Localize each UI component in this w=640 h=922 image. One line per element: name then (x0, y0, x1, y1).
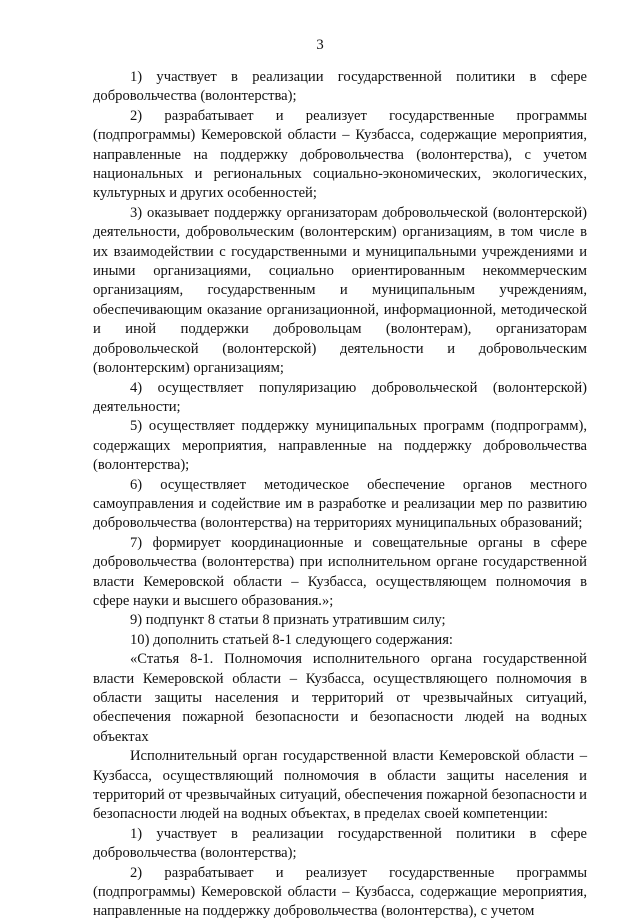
paragraph-item-2-second: 2) разрабатывает и реализует государственные программы (подпрограммы) Кемеровской области – Кузбасса, содержащие мероприятия, направленные на поддержку добровольчества (волонтерства), с учетом (93, 864, 587, 920)
page-number: 3 (316, 37, 324, 53)
paragraph-item-10: 10) дополнить статьей 8-1 следующего содержания: (130, 631, 453, 648)
paragraph-item-9: 9) подпункт 8 статьи 8 признать утратившим силу; (130, 612, 446, 629)
document-body (93, 68, 587, 922)
article-heading: «Статья 8-1. Полномочия исполнительного органа государственной власти Кемеровской области – Кузбасса, осуществляющего полномочия в области защиты населения и территорий от чрезвычайных ситуаций, обеспечения пожарной безопасности и безопасности людей на водных объектах (93, 651, 587, 745)
paragraph-item-1-second: 1) участвует в реализации государственной политики в сфере добровольчества (волонтерства); (93, 825, 587, 862)
paragraph-item-6: 6) осуществляет методическое обеспечение органов местного самоуправления и содействие им в разработке и реализации мер по развитию добровольчества (волонтерства) на территориях муниципальных образований; (93, 476, 587, 532)
paragraph-item-4: 4) осуществляет популяризацию добровольческой (волонтерской) деятельности; (93, 379, 587, 415)
paragraph-item-7: 7) формирует координационные и совещательные органы в сфере добровольчества (волонтерства) при исполнительном органе государственной власти Кемеровской области – Кузбасса, осуществляющем полномочия в сфере науки и высшего образования.»; (93, 534, 587, 609)
paragraph-item-3: 3) оказывает поддержку организаторам добровольческой (волонтерской) деятельности, добровольческим (волонтерским) организациям, в том числе в их взаимодействии с государственными и муниципальными учреждениями и иными организациями, социально ориентированным некоммерческим организациям, государственным и муниципальным учреждениям, обеспечивающим оказание организационной, информационной, методической и иной поддержки добровольцам (волонтерам), организаторам добровольческой (волонтерской) деятельности и добровольческим (волонтерским) организациям; (93, 204, 587, 377)
article-intro-paragraph: Исполнительный орган государственной власти Кемеровской области – Кузбасса, осуществляющий полномочия в области защиты населения и территорий от чрезвычайных ситуаций, обеспечения пожарной безопасности и безопасности людей на водных объектах, в пределах своей компетенции: (93, 748, 587, 823)
paragraph-item-5: 5) осуществляет поддержку муниципальных программ (подпрограмм), содержащих мероприятия, направленные на поддержку добровольчества (волонтерства); (93, 418, 587, 474)
paragraph-item-2: 2) разрабатывает и реализует государственные программы (подпрограммы) Кемеровской области – Кузбасса, содержащие мероприятия, направленные на поддержку добровольчества (волонтерства), с учетом национальных и региональных социально-экономических, экологических, культурных и других особенностей; (93, 107, 587, 202)
paragraph-item-1: 1) участвует в реализации государственной политики в сфере добровольчества (волонтерства); (93, 69, 587, 105)
